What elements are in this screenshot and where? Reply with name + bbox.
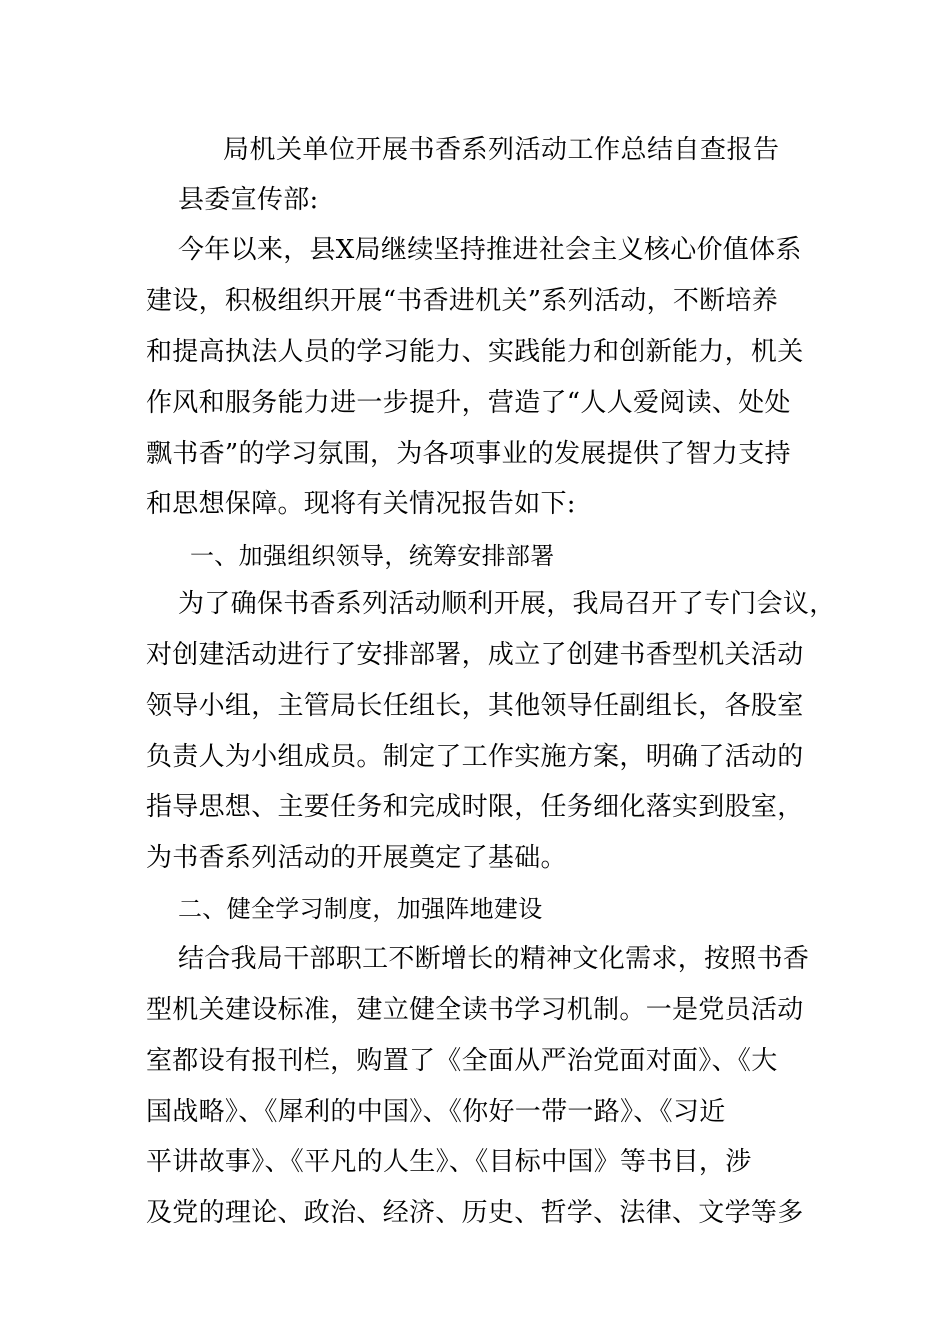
paragraph-line: 负责人为小组成员。制定了工作实施方案，明确了活动的 xyxy=(146,742,804,772)
paragraph-line: 国战略》、《犀利的中国》、《你好一带一路》、《习近 xyxy=(146,1097,726,1127)
paragraph-line: 为了确保书香系列活动顺利开展，我局召开了专门会议， xyxy=(178,589,836,619)
paragraph-line: 为书香系列活动的开展奠定了基础。 xyxy=(146,843,567,873)
paragraph-line: 平讲故事》、《平凡的人生》、《目标中国》等书目，涉 xyxy=(146,1147,752,1177)
document-title: 局机关单位开展书香系列活动工作总结自查报告 xyxy=(223,135,780,165)
paragraph-line: 和提高执法人员的学习能力、实践能力和创新能力，机关 xyxy=(146,337,804,367)
paragraph-line: 型机关建设标准，建立健全读书学习机制。一是党员活动 xyxy=(146,995,804,1025)
paragraph-line: 飘书香”的学习氛围，为各项事业的发展提供了智力支持 xyxy=(146,439,791,469)
paragraph-line: 领导小组，主管局长任组长，其他领导任副组长，各股室 xyxy=(146,691,804,721)
paragraph-line: 结合我局干部职工不断增长的精神文化需求，按照书香 xyxy=(178,944,810,974)
paragraph-line: 及党的理论、政治、经济、历史、哲学、法律、文学等多 xyxy=(146,1198,804,1228)
paragraph-line: 指导思想、主要任务和完成时限，任务细化落实到股室， xyxy=(146,792,804,822)
paragraph-line: 对创建活动进行了安排部署，成立了创建书香型机关活动 xyxy=(146,640,804,670)
paragraph-line: 建设，积极组织开展“书香进机关”系列活动，不断培养 xyxy=(146,286,779,316)
paragraph-line: 作风和服务能力进一步提升，营造了“人人爱阅读、处处 xyxy=(146,388,791,418)
paragraph-line: 室都设有报刊栏，购置了《全面从严治党面对面》、《大 xyxy=(146,1046,778,1076)
section-heading-2: 二、健全学习制度，加强阵地建设 xyxy=(178,895,543,923)
salutation: 县委宣传部: xyxy=(178,185,319,215)
section-heading-1: 一、加强组织领导，统筹安排部署 xyxy=(190,542,555,570)
paragraph-line: 今年以来，县X局继续坚持推进社会主义核心价值体系 xyxy=(178,235,802,265)
paragraph-line: 和思想保障。现将有关情况报告如下: xyxy=(146,489,576,519)
